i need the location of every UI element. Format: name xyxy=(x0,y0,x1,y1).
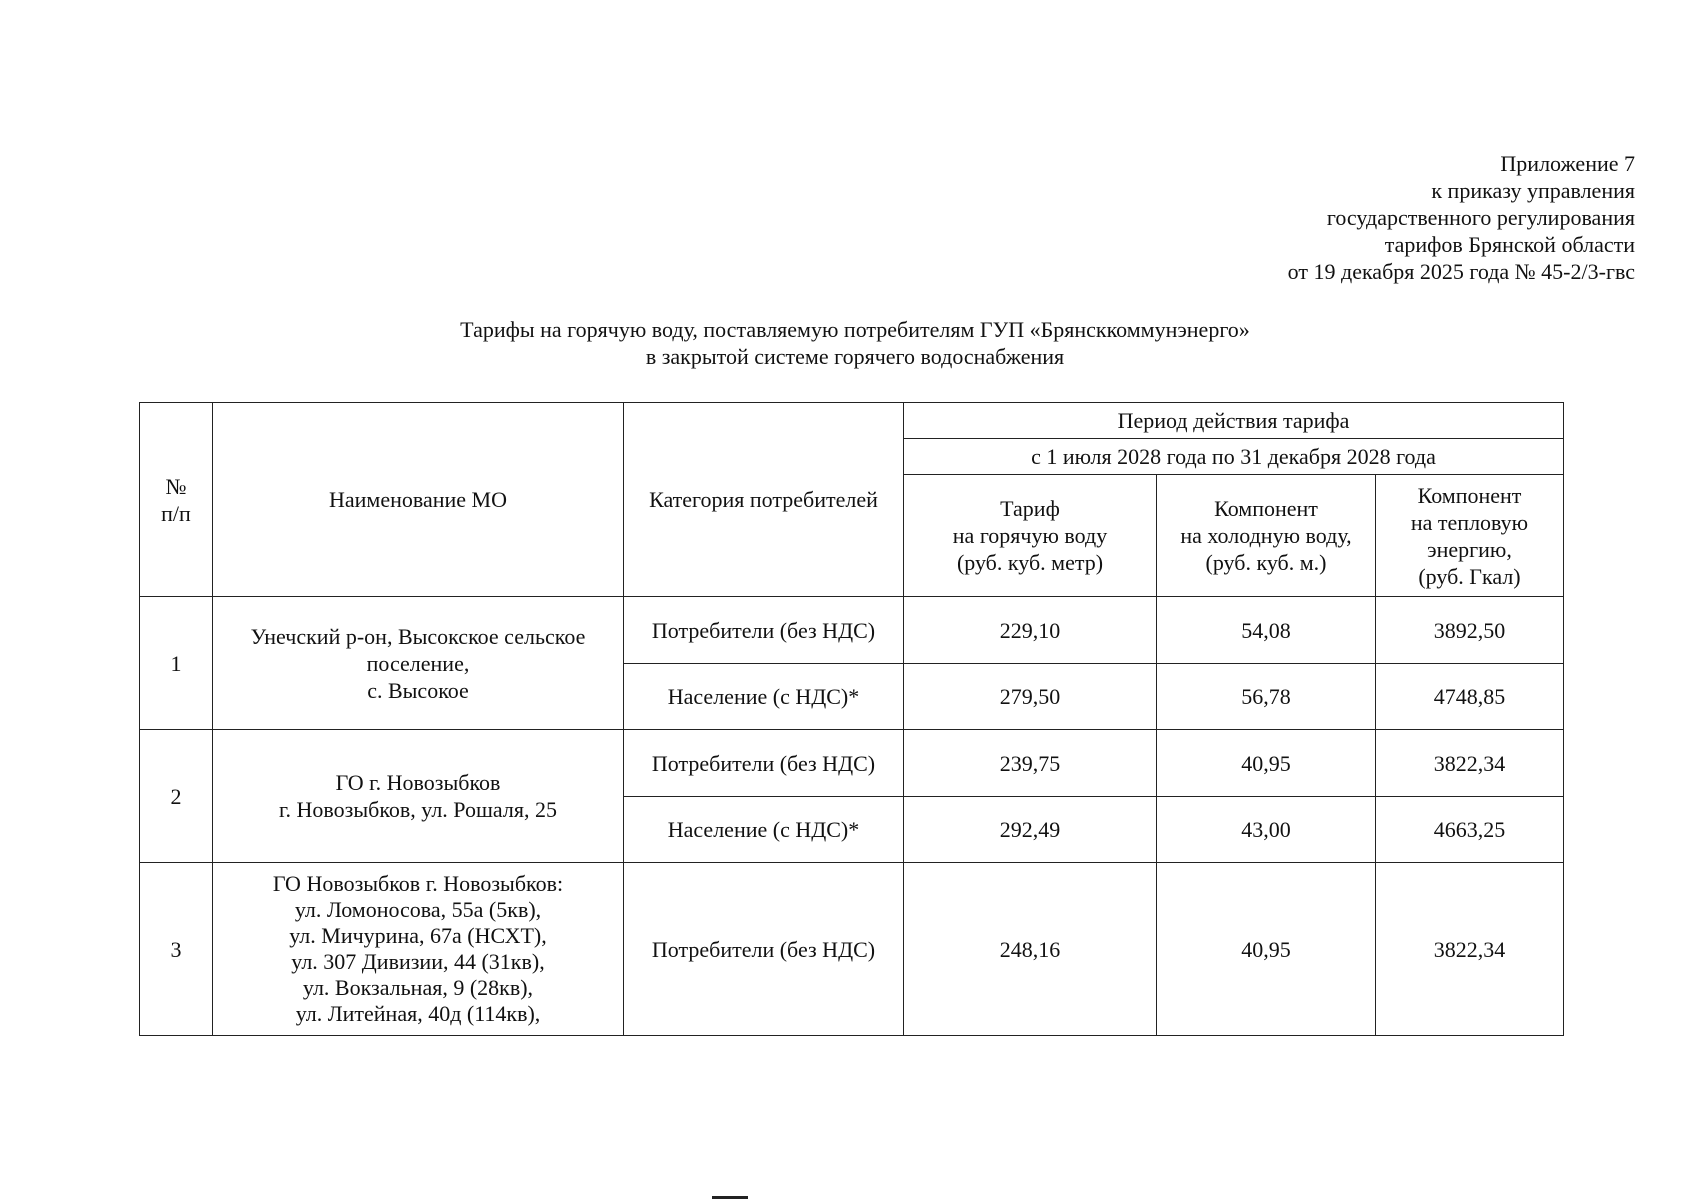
row-heat-component: 3822,34 xyxy=(1376,730,1564,797)
row-cold-component: 54,08 xyxy=(1157,597,1376,664)
row-tariff: 248,16 xyxy=(904,863,1157,1036)
row-cold-component: 56,78 xyxy=(1157,664,1376,730)
row-heat-component: 3892,50 xyxy=(1376,597,1564,664)
row-category: Потребители (без НДС) xyxy=(624,730,904,797)
header-period: Период действия тарифа xyxy=(904,403,1564,439)
appendix-line-5: от 19 декабря 2025 года № 45-2/3-гвс xyxy=(1287,259,1635,284)
row-heat-component: 4748,85 xyxy=(1376,664,1564,730)
row-cold-component: 40,95 xyxy=(1157,730,1376,797)
row-heat-component: 4663,25 xyxy=(1376,797,1564,863)
row-num: 1 xyxy=(140,597,213,730)
row-category: Население (с НДС)* xyxy=(624,797,904,863)
row-category: Потребители (без НДС) xyxy=(624,597,904,664)
row-tariff: 229,10 xyxy=(904,597,1157,664)
row-mo-name: Унечский р-он, Высокское сельское поселение, с. Высокое xyxy=(213,597,624,730)
appendix-header xyxy=(1288,150,1635,285)
appendix-line-4: тарифов Брянской области xyxy=(1384,232,1635,257)
row-cold-component: 43,00 xyxy=(1157,797,1376,863)
row-num: 2 xyxy=(140,730,213,863)
table-row xyxy=(140,730,1564,797)
header-hot-water-tariff: Тариф на горячую воду (руб. куб. метр) xyxy=(904,475,1157,597)
row-category: Потребители (без НДС) xyxy=(624,863,904,1036)
appendix-line-3: государственного регулирования xyxy=(1326,205,1635,230)
row-category: Население (с НДС)* xyxy=(624,664,904,730)
page-footer-mark xyxy=(712,1196,748,1199)
row-mo-name: ГО г. Новозыбков г. Новозыбков, ул. Рошаля, 25 xyxy=(213,730,624,863)
table-row xyxy=(140,863,1564,1036)
header-mo-name: Наименование МО xyxy=(213,403,624,597)
header-cold-water-component: Компонент на холодную воду, (руб. куб. м.) xyxy=(1157,475,1376,597)
header-num: № п/п xyxy=(140,403,213,597)
row-tariff: 239,75 xyxy=(904,730,1157,797)
header-consumer-category: Категория потребителей xyxy=(624,403,904,597)
document-title-line-1: Тарифы на горячую воду, поставляемую потребителям ГУП «Брянсккоммунэнерго» xyxy=(460,317,1250,342)
row-cold-component: 40,95 xyxy=(1157,863,1376,1036)
row-tariff: 279,50 xyxy=(904,664,1157,730)
row-mo-name: ГО Новозыбков г. Новозыбков: ул. Ломоносова, 55а (5кв), ул. Мичурина, 67а (НСХТ), ул. 307 Дивизии, 44 (31кв), ул. Вокзальная, 9 (28кв), ул. Литейная, 40д (114кв), xyxy=(213,863,624,1036)
document-title-line-2: в закрытой системе горячего водоснабжения xyxy=(645,344,1065,369)
appendix-line-2: к приказу управления xyxy=(1431,178,1635,203)
header-heat-energy-component: Компонент на тепловую энергию, (руб. Гкал) xyxy=(1376,475,1564,597)
row-tariff: 292,49 xyxy=(904,797,1157,863)
tariff-table xyxy=(139,402,1564,1036)
table-row xyxy=(140,597,1564,664)
header-period-dates: с 1 июля 2028 года по 31 декабря 2028 года xyxy=(904,439,1564,475)
document-title xyxy=(140,316,1570,370)
row-num: 3 xyxy=(140,863,213,1036)
appendix-line-1: Приложение 7 xyxy=(1500,151,1635,176)
row-heat-component: 3822,34 xyxy=(1376,863,1564,1036)
